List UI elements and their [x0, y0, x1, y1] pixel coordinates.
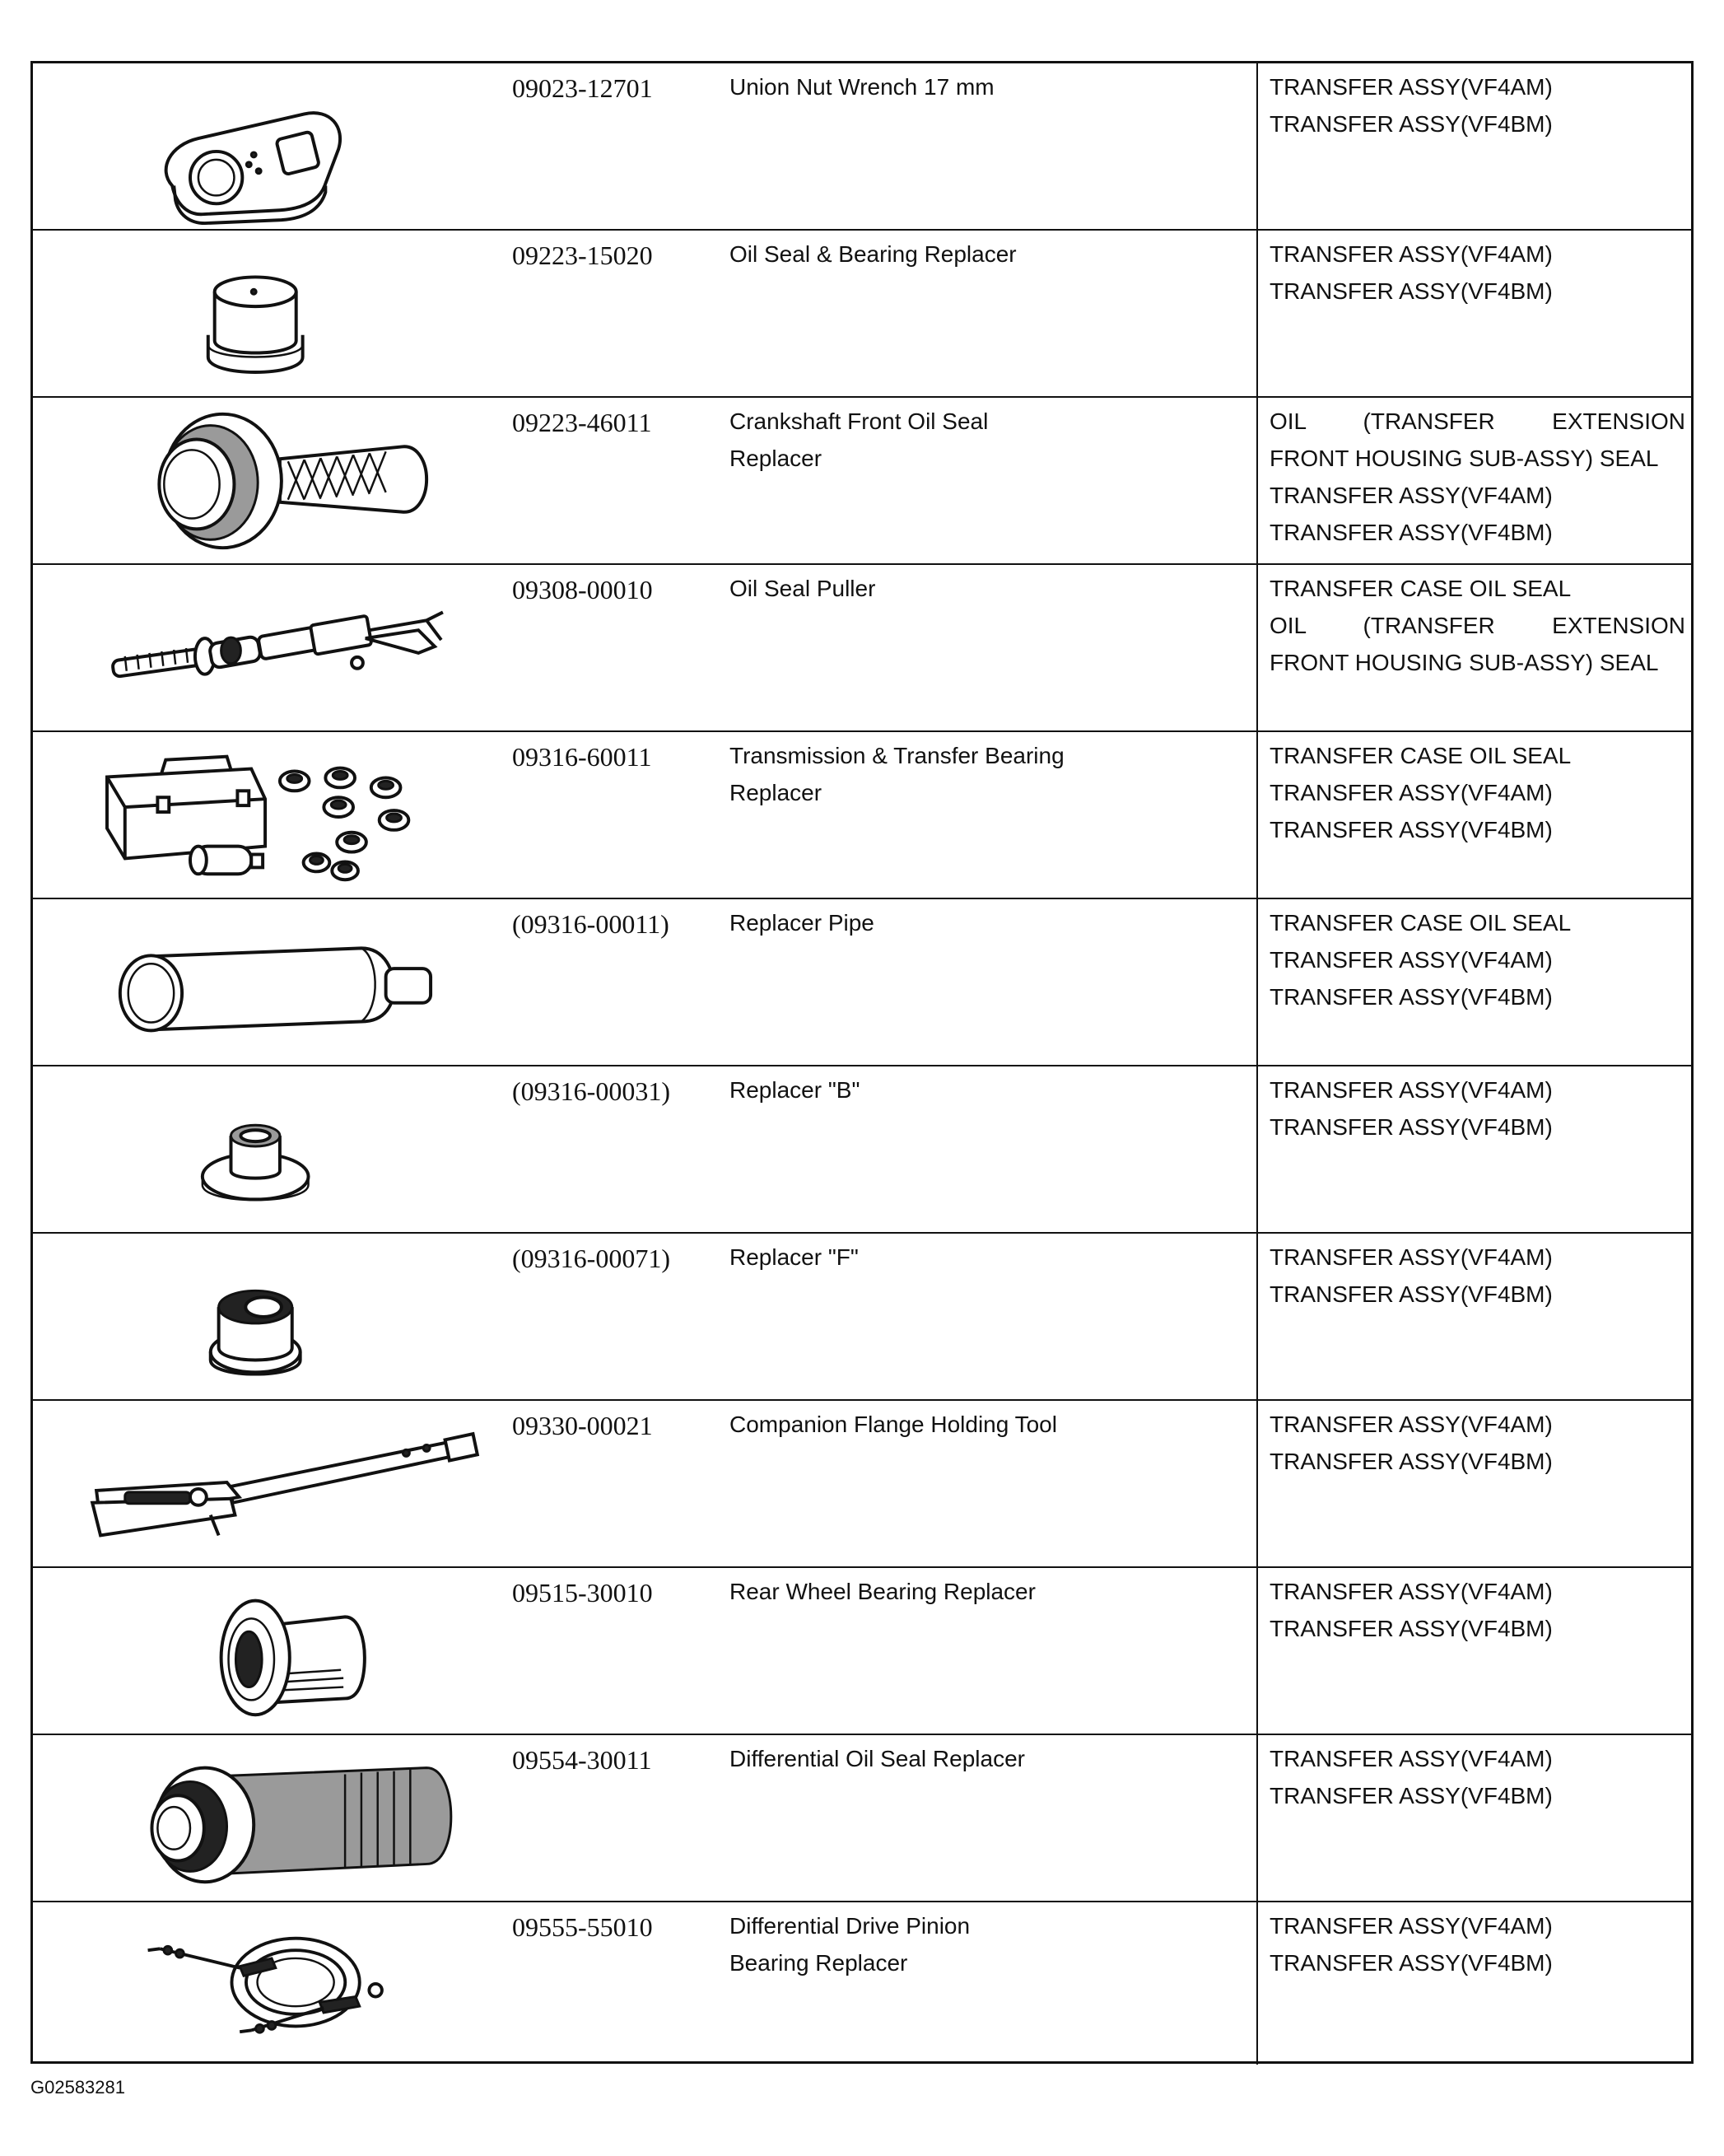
tool-name [729, 1740, 1240, 1777]
tool-name-line: Crankshaft Front Oil Seal [729, 408, 989, 434]
usage-line: TRANSFER ASSY(VF4AM) [1270, 1746, 1553, 1771]
usage-cell [1270, 1239, 1685, 1313]
tool-name-line: Oil Seal Puller [729, 576, 876, 601]
tool-name-line: Differential Oil Seal Replacer [729, 1746, 1025, 1771]
seal-bearing-replacer-illustration [33, 231, 510, 396]
column-divider [1256, 565, 1258, 730]
tool-row [33, 1234, 1691, 1401]
tool-row [33, 565, 1691, 732]
tool-name [729, 1406, 1240, 1443]
tool-name-line: Oil Seal & Bearing Replacer [729, 241, 1017, 267]
column-divider [1256, 1568, 1258, 1734]
tool-name-line: Differential Drive Pinion [729, 1913, 971, 1939]
usage-line: TRANSFER ASSY(VF4BM) [1270, 1616, 1553, 1641]
part-number: 09316-60011 [512, 742, 652, 772]
usage-line: TRANSFER CASE OIL SEAL [1270, 910, 1572, 936]
usage-line: TRANSFER ASSY(VF4BM) [1270, 111, 1553, 137]
differential-seal-replacer-illustration [33, 1735, 510, 1901]
tool-name [729, 737, 1240, 811]
part-number: 09023-12701 [512, 73, 653, 103]
special-service-tools-table [30, 61, 1694, 2064]
usage-cell [1270, 570, 1685, 681]
tool-row [33, 1066, 1691, 1234]
usage-line: TRANSFER ASSY(VF4AM) [1270, 780, 1553, 805]
usage-line: TRANSFER ASSY(VF4AM) [1270, 947, 1553, 973]
column-divider [1256, 1735, 1258, 1901]
usage-cell [1270, 737, 1685, 848]
part-number: 09223-15020 [512, 240, 653, 270]
replacer-b-illustration [33, 1066, 510, 1232]
replacer-pipe-illustration [33, 899, 510, 1065]
tool-name [729, 1907, 1240, 1981]
column-divider [1256, 899, 1258, 1065]
usage-line: FRONT HOUSING SUB-ASSY) SEAL [1270, 446, 1659, 471]
usage-cell [1270, 236, 1685, 310]
tool-name-line: Union Nut Wrench 17 mm [729, 74, 995, 100]
tool-name [729, 68, 1240, 105]
replacer-f-illustration [33, 1234, 510, 1399]
usage-cell [1270, 1071, 1685, 1146]
tool-name [729, 1239, 1240, 1276]
usage-line: TRANSFER ASSY(VF4BM) [1270, 1950, 1553, 1976]
tool-name-line: Replacer "F" [729, 1244, 859, 1270]
part-number: (09316-00031) [512, 1076, 670, 1106]
column-divider [1256, 1066, 1258, 1232]
part-number: 09554-30011 [512, 1745, 652, 1775]
tool-row [33, 1401, 1691, 1568]
part-number: 09555-55010 [512, 1912, 653, 1942]
usage-line: TRANSFER ASSY(VF4BM) [1270, 520, 1553, 545]
usage-cell [1270, 904, 1685, 1015]
usage-cell [1270, 68, 1685, 142]
part-number: 09330-00021 [512, 1411, 653, 1440]
tool-row [33, 1568, 1691, 1735]
usage-line: TRANSFER CASE OIL SEAL [1270, 576, 1572, 601]
tool-name-line: Replacer Pipe [729, 910, 874, 936]
column-divider [1256, 63, 1258, 229]
usage-line: TRANSFER CASE OIL SEAL [1270, 743, 1572, 768]
tool-name [729, 570, 1240, 607]
tool-name [729, 1071, 1240, 1108]
tool-name-line: Bearing Replacer [729, 1950, 908, 1976]
column-divider [1256, 398, 1258, 563]
column-divider [1256, 732, 1258, 898]
tool-name [729, 1573, 1240, 1610]
usage-line: TRANSFER ASSY(VF4AM) [1270, 483, 1553, 508]
column-divider [1256, 231, 1258, 396]
tool-row [33, 398, 1691, 565]
usage-line: FRONT HOUSING SUB-ASSY) SEAL [1270, 650, 1659, 675]
drive-pinion-bearing-replacer-illustration [33, 1902, 510, 2065]
usage-line: TRANSFER ASSY(VF4BM) [1270, 1783, 1553, 1808]
column-divider [1256, 1401, 1258, 1566]
usage-line: TRANSFER ASSY(VF4BM) [1270, 278, 1553, 304]
tool-name-line: Rear Wheel Bearing Replacer [729, 1579, 1036, 1604]
tool-name-line: Replacer [729, 446, 822, 471]
tool-name-line: Transmission & Transfer Bearing [729, 743, 1065, 768]
usage-cell [1270, 403, 1685, 551]
tool-row [33, 63, 1691, 231]
tool-name-line: Replacer [729, 780, 822, 805]
tool-name [729, 403, 1240, 477]
usage-line: TRANSFER ASSY(VF4AM) [1270, 1412, 1553, 1437]
usage-line: TRANSFER ASSY(VF4AM) [1270, 1579, 1553, 1604]
tool-row [33, 899, 1691, 1066]
usage-line: TRANSFER ASSY(VF4AM) [1270, 74, 1553, 100]
usage-line: TRANSFER ASSY(VF4BM) [1270, 1281, 1553, 1307]
bearing-replacer-set-illustration [33, 732, 510, 898]
part-number: (09316-00071) [512, 1244, 670, 1273]
usage-line: TRANSFER ASSY(VF4BM) [1270, 1449, 1553, 1474]
tool-row [33, 1902, 1691, 2065]
usage-line: TRANSFER ASSY(VF4AM) [1270, 241, 1553, 267]
usage-line: TRANSFER ASSY(VF4BM) [1270, 817, 1553, 842]
tool-row [33, 231, 1691, 398]
crankshaft-seal-replacer-illustration [33, 398, 510, 563]
usage-line: TRANSFER ASSY(VF4BM) [1270, 984, 1553, 1010]
union-nut-wrench-illustration [33, 63, 510, 229]
usage-line: TRANSFER ASSY(VF4AM) [1270, 1244, 1553, 1270]
column-divider [1256, 1902, 1258, 2065]
usage-line: OIL (TRANSFER EXTENSION [1270, 613, 1685, 638]
tool-name [729, 904, 1240, 941]
oil-seal-puller-illustration [33, 565, 510, 730]
usage-cell [1270, 1740, 1685, 1814]
usage-line: TRANSFER ASSY(VF4AM) [1270, 1077, 1553, 1103]
usage-line: OIL (TRANSFER EXTENSION [1270, 408, 1685, 434]
tool-row [33, 1735, 1691, 1902]
part-number: 09515-30010 [512, 1578, 653, 1608]
flange-holding-tool-illustration [33, 1401, 510, 1566]
part-number: 09223-46011 [512, 408, 652, 437]
tool-name-line: Companion Flange Holding Tool [729, 1412, 1057, 1437]
part-number: (09316-00011) [512, 909, 669, 939]
figure-code: G02583281 [30, 2077, 125, 2098]
usage-line: TRANSFER ASSY(VF4AM) [1270, 1913, 1553, 1939]
part-number: 09308-00010 [512, 575, 653, 604]
tool-name [729, 236, 1240, 273]
rear-wheel-bearing-replacer-illustration [33, 1568, 510, 1734]
usage-cell [1270, 1406, 1685, 1480]
tool-name-line: Replacer "B" [729, 1077, 860, 1103]
usage-cell [1270, 1907, 1685, 1981]
usage-cell [1270, 1573, 1685, 1647]
usage-line: TRANSFER ASSY(VF4BM) [1270, 1114, 1553, 1140]
tool-row [33, 732, 1691, 899]
column-divider [1256, 1234, 1258, 1399]
